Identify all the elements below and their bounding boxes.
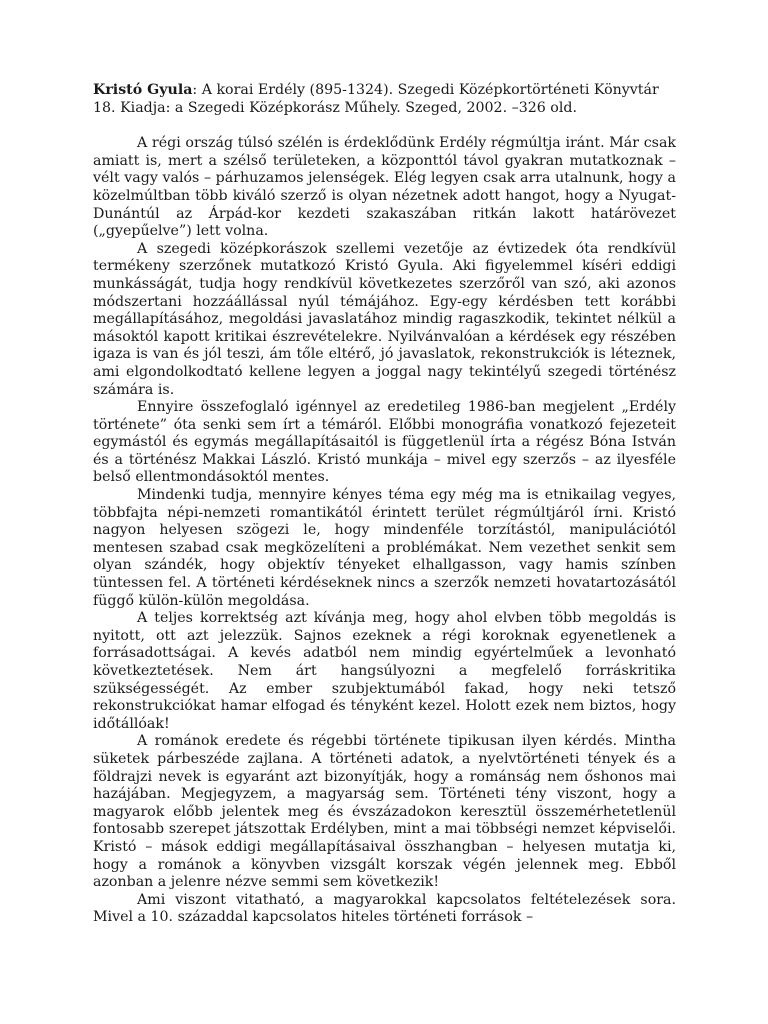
book-citation	[93, 82, 676, 117]
paragraph-5: A teljes korrektség azt kívánja meg, hogy ahol elvben több megoldás is nyitott, ott azt jelezzük. Sajnos ezeknek a régi koroknak egyenetlenek a forrásadottságai. A kevés adatból nem mindig egyértelműek a levonható következtetések. Nem árt hangsúlyozni a megfelelő forráskritika szükségességét. Az ember szubjektumából fakad, hogy neki tetsző rekonstrukciókat hamar elfogad és tényként kezel. Holott ezek nem biztos, hogy időtállóak!	[93, 610, 676, 732]
paragraph-2: A szegedi középkorászok szellemi vezetője az évtizedek óta rendkívül termékeny szerzőnek mutatkozó Kristó Gyula. Aki figyelemmel kíséri eddigi munkásságát, tudja hogy rendkívül következetes szerzőről van szó, aki azonos módszertani hozzáállással nyúl témájához. Egy-egy kérdésben tett korábbi megállapításához, megoldási javaslatához mindig ragaszkodik, tekintet nélkül a másoktól kapott kritikai észrevételekre. Nyilvánvalóan a kérdések egy részében igaza is van és jól teszi, ám tőle eltérő, jó javaslatok, rekonstrukciók is léteznek, ami elgondolkodtató kellene legyen a joggal nagy tekintélyű szegedi történész számára is.	[93, 240, 676, 398]
paragraph-1: A régi ország túlsó szélén is érdeklődünk Erdély régmúltja iránt. Már csak amiatt is, mert a szélső területeken, a központtól távol gyakran mutatkoznak – vélt vagy valós – párhuzamos jelenségek. Elég legyen csak arra utalnunk, hogy a közelmúltban több kiváló szerző is olyan nézetnek adott hangot, hogy a Nyugat-Dunántúl az Árpád-kor kezdeti szakaszában ritkán lakott határövezet („gyepűelve”) lett volna.	[93, 135, 676, 240]
paragraph-3: Ennyire összefoglaló igénnyel az eredetileg 1986-ban megjelent „Erdély története” óta senki sem írt a témáról. Előbbi monográfia vonatkozó fejezeteit egymástól és egymás megállapításaitól is függetlenül írta a régész Bóna István és a történész Makkai László. Kristó munkája – mivel egy szerzős – az ilyesféle belső ellentmondásoktól mentes.	[93, 399, 676, 486]
document-page	[93, 82, 676, 927]
paragraph-6: A románok eredete és régebbi története tipikusan ilyen kérdés. Mintha süketek párbeszéde zajlana. A történeti adatok, a nyelvtörténeti tények és a földrajzi nevek is egyaránt azt bizonyítják, hogy a románság nem őshonos mai hazájában. Megjegyzem, a magyarság sem. Történeti tény viszont, hogy a magyarok előbb jelentek meg és évszázadokon keresztül összemérhetetlenül fontosabb szerepet játszottak Erdélyben, mint a mai többségi nemzet képviselői. Kristó – mások eddigi megállapításaival összhangban – helyesen mutatja ki, hogy a románok a könyvben vizsgált korszak végén jelennek meg. Ebből azonban a jelenre nézve semmi sem következik!	[93, 733, 676, 891]
book-citation-details: : A korai Erdély (895-1324). Szegedi Középkortörténeti Könyvtár 18. Kiadja: a Szegedi Középkorász Műhely. Szeged, 2002. –326 old.	[93, 82, 659, 116]
book-author: Kristó Gyula	[93, 82, 193, 98]
paragraph-4: Mindenki tudja, mennyire kényes téma egy még ma is etnikailag vegyes, többfajta népi-nemzeti romantikától érintett terület régmúltjáról írni. Kristó nagyon helyesen szögezi le, hogy mindenféle torzítástól, manipulációtól mentesen szabad csak megközelíteni a problémákat. Nem vezethet senkit sem olyan szándék, hogy objektív tényeket elhallgasson, vagy hamis színben tüntessen fel. A történeti kérdéseknek nincs a szerzők nemzeti hovatartozásától függő külön-külön megoldása.	[93, 487, 676, 609]
paragraph-7: Ami viszont vitatható, a magyarokkal kapcsolatos feltételezések sora. Mivel a 10. századdal kapcsolatos hiteles történeti források –	[93, 891, 676, 926]
